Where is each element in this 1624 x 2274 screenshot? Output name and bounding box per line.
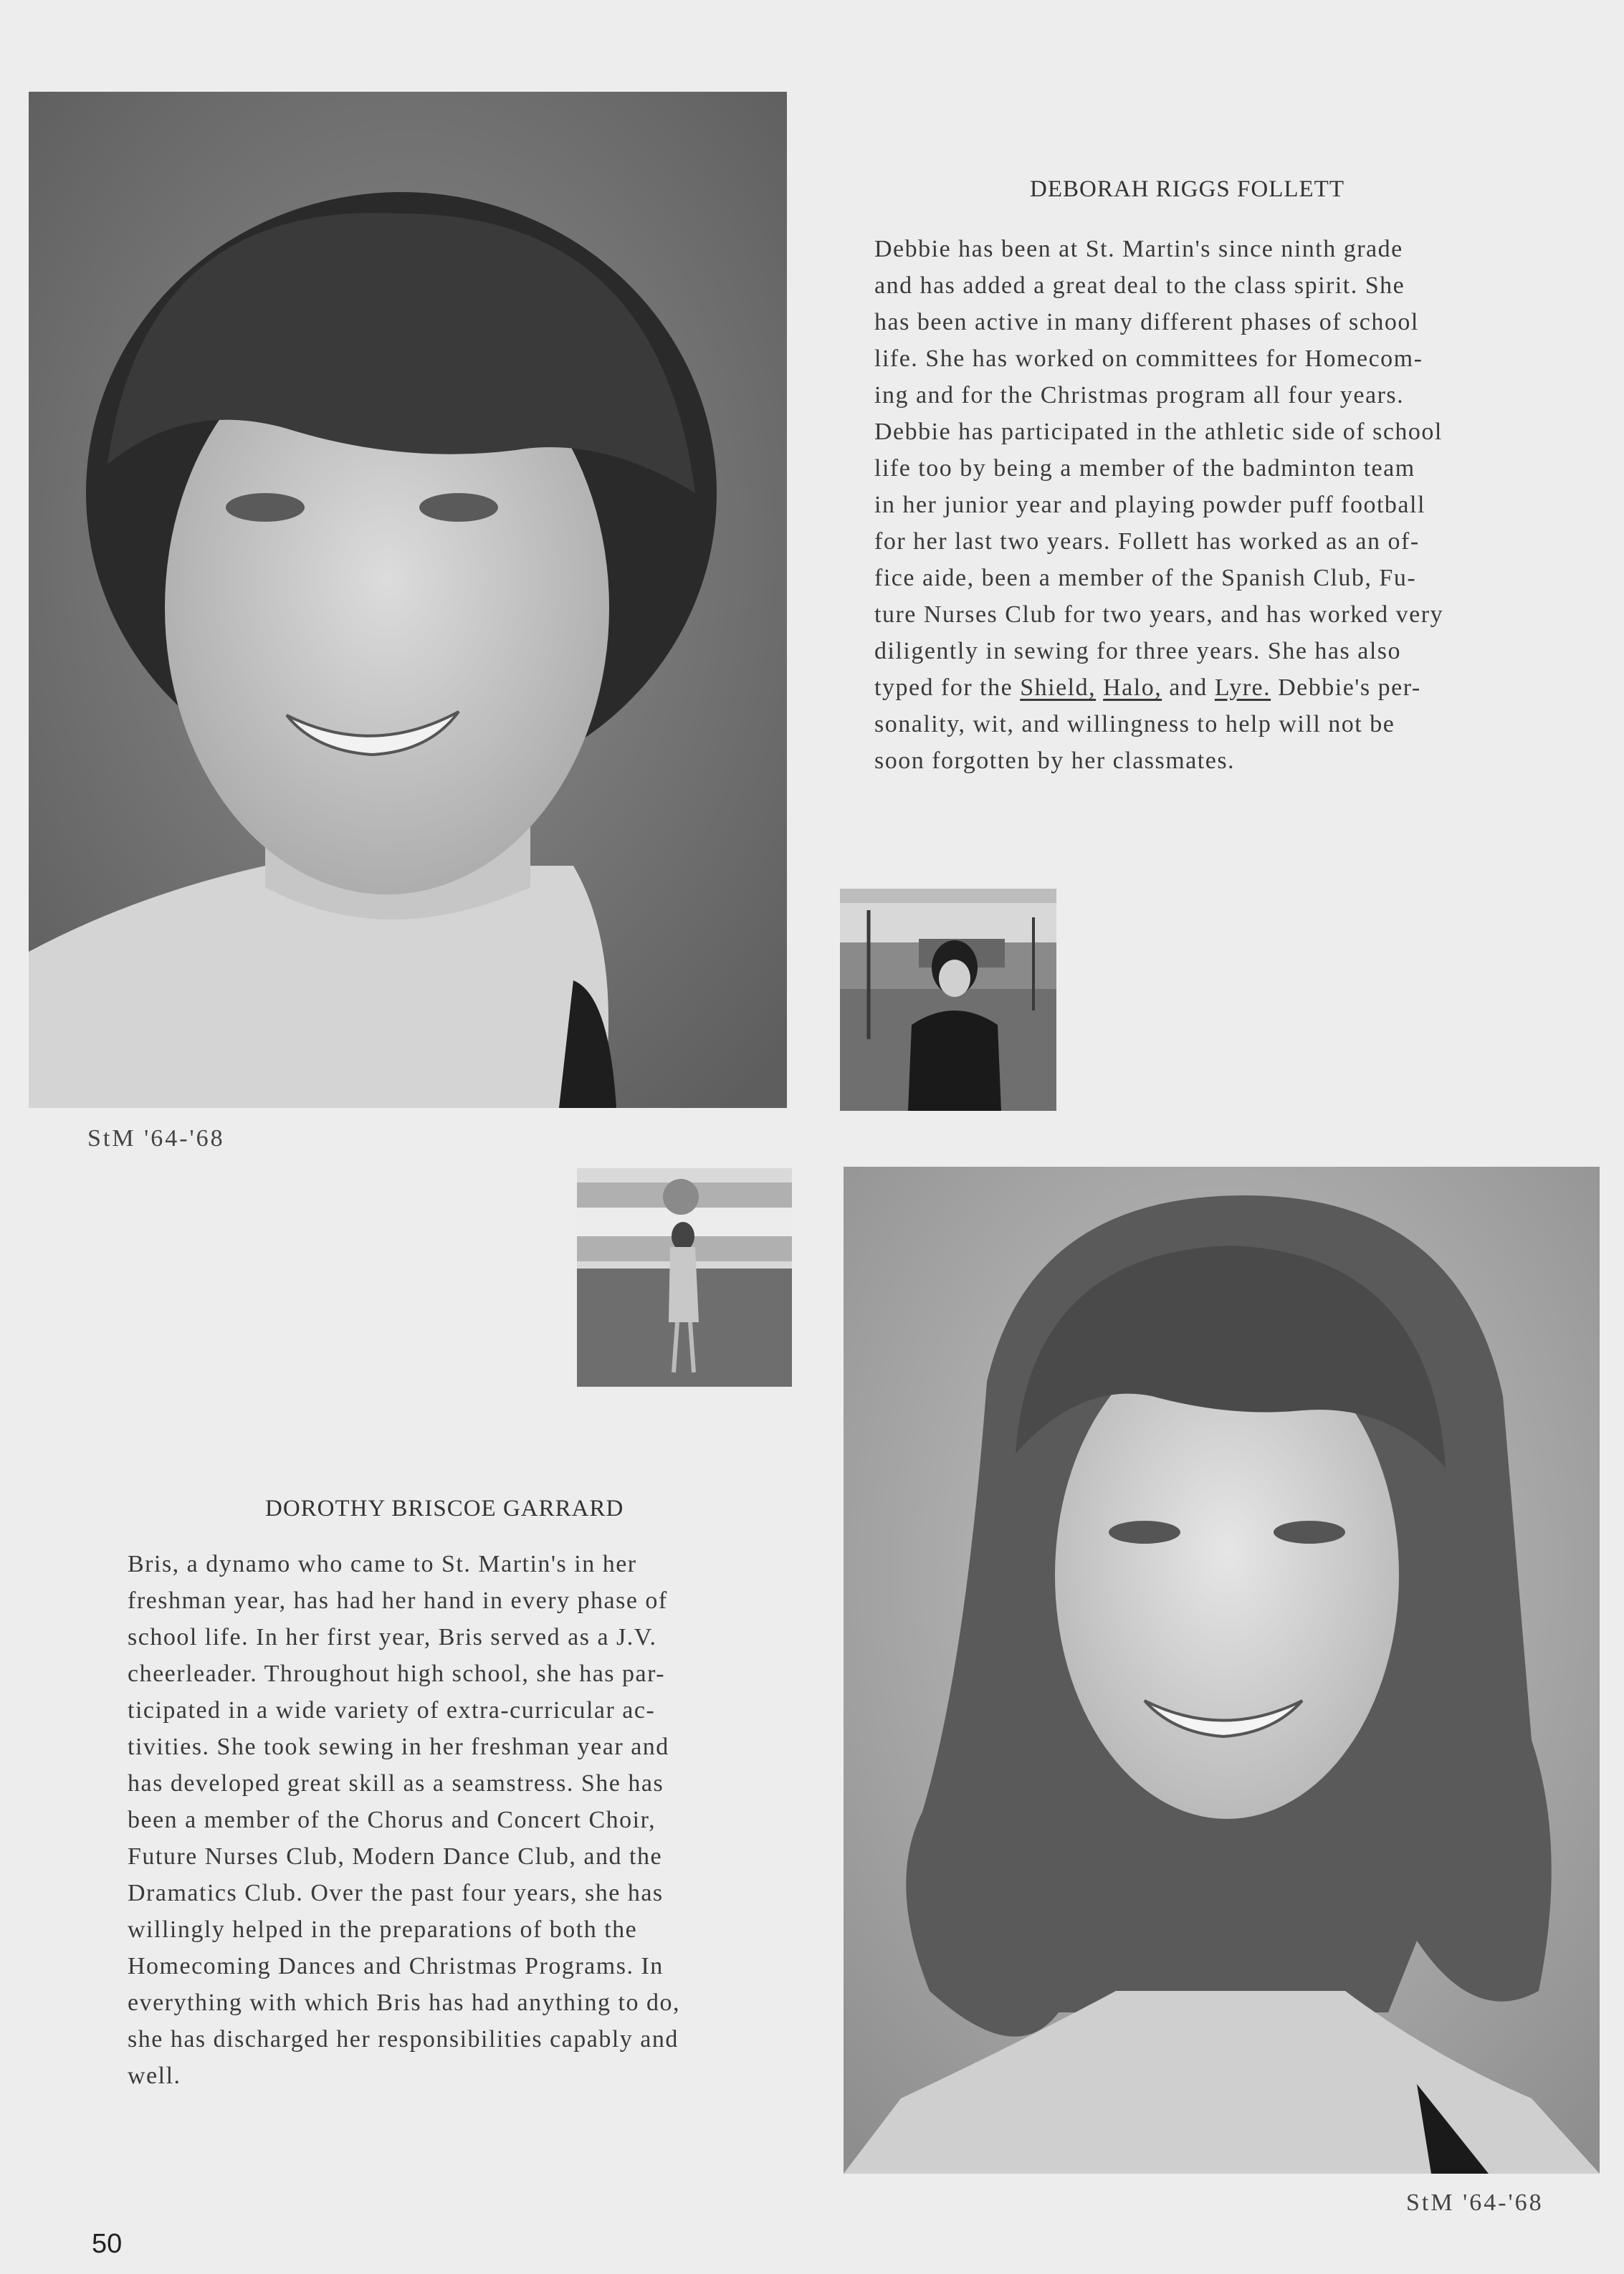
bio-line: life too by being a member of the badminton team: [874, 455, 1415, 482]
portrait-photo-dorothy: [844, 1167, 1600, 2174]
bio-text: [1096, 674, 1103, 701]
bio-line: soon forgotten by her classmates.: [874, 747, 1236, 774]
publication-title-lyre: Lyre.: [1214, 674, 1271, 701]
student-bio: [874, 231, 1443, 779]
bio-line: cheerleader. Throughout high school, she has par-: [128, 1661, 666, 1687]
bio-line: well.: [128, 2063, 181, 2089]
bio-line: in her junior year and playing powder puff football: [874, 492, 1425, 518]
bio-line: sonality, wit, and willingness to help will not be: [874, 711, 1395, 737]
caption-years: StM '64-'68: [87, 1125, 225, 1152]
bio-line: Future Nurses Club, Modern Dance Club, and the: [128, 1843, 663, 1870]
bio-line: Dramatics Club. Over the past four years, she has: [128, 1880, 664, 1906]
bio-line: Debbie has participated in the athletic side of school: [874, 419, 1443, 445]
bio-line: been a member of the Chorus and Concert Choir,: [128, 1807, 656, 1833]
bio-line: freshman year, has had her hand in every phase of: [128, 1587, 668, 1614]
bio-line: life. She has worked on committees for Homecom-: [874, 345, 1423, 372]
bio-line: for her last two years. Follett has worked as an of-: [874, 528, 1420, 555]
bio-line: and has added a great deal to the class spirit. She: [874, 272, 1405, 299]
bio-line: everything with which Bris has had anything to do,: [128, 1989, 680, 2016]
portrait-photo-deborah: [29, 92, 787, 1108]
student-name-heading: DOROTHY BRISCOE GARRARD: [265, 1496, 624, 1521]
student-name-heading: DEBORAH RIGGS FOLLETT: [1030, 176, 1344, 202]
bio-line: school life. In her first year, Bris served as a J.V.: [128, 1624, 657, 1650]
bio-line: [874, 669, 1443, 706]
bio-line: diligently in sewing for three years. She has also: [874, 638, 1402, 664]
bio-text: and: [1162, 674, 1215, 701]
publication-title-shield: Shield,: [1020, 674, 1097, 701]
bio-text: typed for the: [874, 674, 1021, 701]
bio-line: ture Nurses Club for two years, and has worked very: [874, 601, 1444, 628]
caption-years: StM '64-'68: [1406, 2189, 1544, 2216]
bio-line: Debbie has been at St. Martin's since ninth grade: [874, 236, 1403, 262]
bio-line: ing and for the Christmas program all four years.: [874, 382, 1405, 409]
bio-line: tivities. She took sewing in her freshman year and: [128, 1734, 669, 1760]
bio-line: has developed great skill as a seamstress. She has: [128, 1770, 664, 1797]
student-bio: [128, 1546, 680, 2094]
bio-line: has been active in many different phases of school: [874, 309, 1419, 335]
bio-line: ticipated in a wide variety of extra-curricular ac-: [128, 1697, 656, 1724]
candid-photo-deborah: [840, 889, 1056, 1111]
bio-line: fice aide, been a member of the Spanish Club, Fu-: [874, 565, 1417, 591]
publication-title-halo: Halo,: [1103, 674, 1162, 701]
candid-photo-dorothy: [577, 1168, 792, 1387]
bio-line: Homecoming Dances and Christmas Programs. In: [128, 1953, 664, 1979]
bio-line: willingly helped in the preparations of both the: [128, 1916, 638, 1943]
page-number: 50: [92, 2229, 123, 2259]
bio-line: Bris, a dynamo who came to St. Martin's in her: [128, 1551, 637, 1577]
bio-text: Debbie's per-: [1271, 674, 1421, 701]
bio-line: she has discharged her responsibilities capably and: [128, 2026, 679, 2053]
